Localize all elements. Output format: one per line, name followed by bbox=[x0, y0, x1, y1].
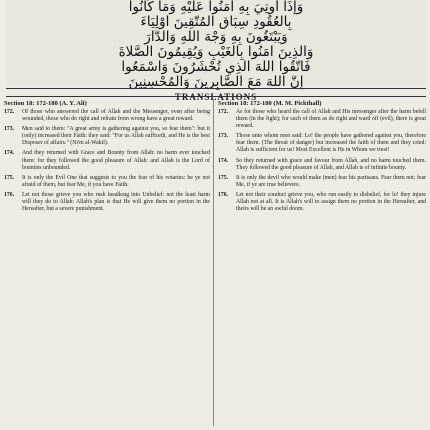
verse-text: Of those who answered the call of Allah and the Messenger, even after being wounded, those who do right and refrain from wrong have a great reward. bbox=[22, 109, 210, 123]
verse-text: It is only the devil who would make (men) fear his partisans. Fear them not; fear Me, if ye are true believers. bbox=[236, 174, 426, 188]
arabic-line: إِنَّ اللَّهَ مَعَ الصَّابِرِينَ وَالْمُحْسِنِينَ bbox=[128, 75, 304, 90]
verse-text: Men said to them: "A great army is gathering against you, so fear them": but it (only) increased their Faith: they said: "For us Allah sufficeth, and He is the best Disposer of affairs." (Ni'm al-Wakil). bbox=[22, 126, 210, 147]
verse-text: Those unto whom men said: Lo! the people have gathered against you, therefore fear them. (The threat of danger) but increased the faith of them and they cried: Allah is sufficient for us! Most Excellent is He in Whom we trust! bbox=[236, 133, 426, 154]
verse-number: 174. bbox=[4, 150, 15, 157]
verse bbox=[4, 126, 210, 147]
verse-number: 176. bbox=[218, 191, 229, 198]
arabic-line: وَيَبْتَغُونَ بِهِ وَجْهَ اللَّهِ وَالدَّارَ bbox=[144, 30, 288, 45]
verse-text: It is only the Evil One that suggests to you the fear of his votaries: be ye not afraid of them, but fear Me, if you have Faith. bbox=[22, 174, 210, 188]
arabic-line: وَالَّذِينَ آمَنُوا بِالْغَيْبِ وَيُقِيمُونَ الصَّلَاةَ bbox=[118, 45, 314, 60]
verse-number: 175. bbox=[4, 174, 15, 181]
verse bbox=[218, 158, 426, 172]
verse bbox=[4, 150, 210, 171]
verse-number: 172. bbox=[218, 109, 229, 115]
column-divider bbox=[213, 100, 214, 426]
verse-text: Let not their conduct grieve you, who run easily to disbelief, for lo! they injure Allah not at all. It is Allah's will to assign them no portion in the Hereafter, and theirs will be an awful doom. bbox=[236, 191, 426, 213]
verse-text: As for those who heard the call of Allah and His messenger after the harm befell them (in the fight); for such of them as do right and ward off (evil), there is great reward. bbox=[236, 109, 426, 130]
verse bbox=[218, 192, 426, 213]
verse-number: 174. bbox=[218, 157, 229, 164]
verse-number: 172. bbox=[4, 109, 15, 115]
verse-number: 173. bbox=[4, 126, 15, 133]
verse-text: So they returned with grace and favour from Allah, and no harm touched them. They followed the good pleasure of Allah, and Allah is of infinite bounty. bbox=[236, 157, 426, 171]
arabic-line: وَإِذَا أُوتِيَ بِهِ آمَنُوا عَلَيْهِ وَمَا كَانُوا bbox=[128, 0, 304, 15]
translations-title-text: TRANSLATIONS bbox=[167, 92, 265, 102]
verse-text: Let not those grieve you who rush headlong into Unbelief: not the least harm will they do to Allah: Allah's plan is that He will give them no portion in the Hereafter, but a severe punishment. bbox=[22, 191, 210, 213]
verse bbox=[4, 109, 210, 123]
verse-number: 176. bbox=[4, 191, 15, 198]
section-heading: Section 18: 172-180 (A. Y. Ali) bbox=[4, 100, 87, 107]
section-heading: Section 18: 172-180 (M. M. Pickthall) bbox=[218, 100, 322, 107]
arabic-line: بِالْعُقُودِ سِبَاقِ الْمُتَّقِينَ أَوْلِيَاءَ bbox=[140, 15, 292, 30]
translation-column-pickthall bbox=[218, 100, 426, 426]
arabic-text-block bbox=[6, 0, 426, 92]
verse-number: 175. bbox=[218, 174, 229, 181]
verse bbox=[218, 175, 426, 189]
verse-number: 173. bbox=[218, 133, 229, 140]
verse bbox=[218, 133, 426, 154]
verse bbox=[4, 175, 210, 189]
translation-column-ali bbox=[4, 100, 210, 426]
translations-rule-bottom bbox=[6, 96, 426, 97]
verse bbox=[218, 109, 426, 130]
verse-text: And they returned with Grace and Bounty from Allah: no harm ever touched them: for they followed the good pleasure of Allah: and Allah is the Lord of bounties unbounded. bbox=[22, 150, 210, 171]
arabic-line: فَاتَّقُوا اللَّهَ الَّذِي تُحْشَرُونَ وَاسْمَعُوا bbox=[121, 60, 311, 75]
verse bbox=[4, 192, 210, 213]
